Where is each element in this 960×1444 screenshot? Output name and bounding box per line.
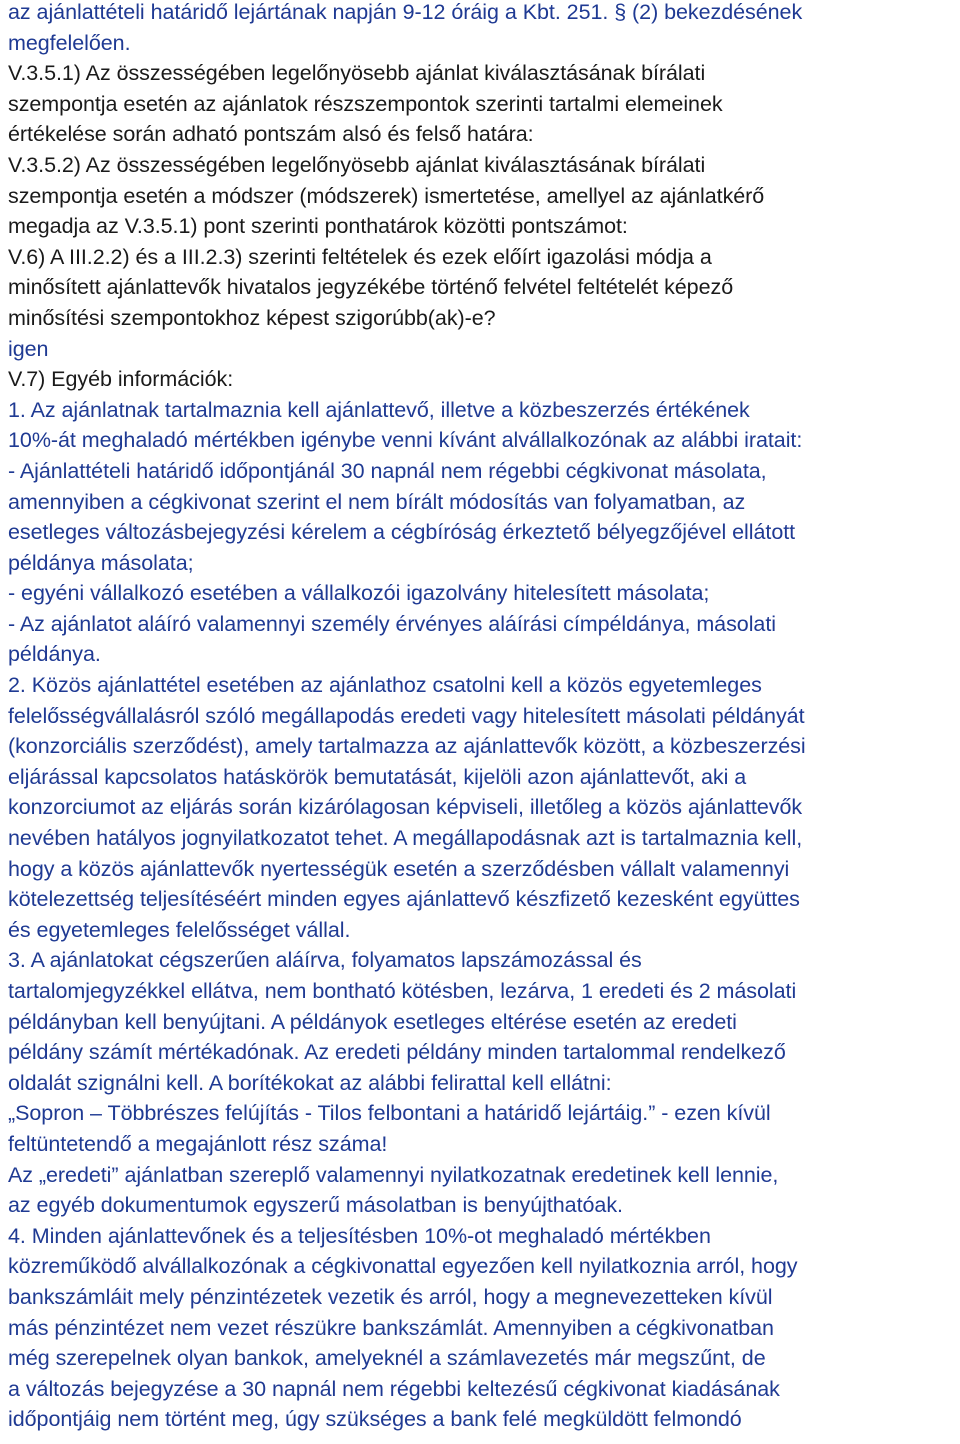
answer-text-line: az ajánlattételi határidő lejártának napján 9-12 óráig a Kbt. 251. § (2) bekezdésének [8, 0, 803, 24]
answer-text-line: eljárással kapcsolatos hatáskörök bemutatását, kijelöli azon ajánlattevőt, aki a [8, 764, 747, 789]
answer-text-line: „Sopron – Többrészes felújítás - Tilos felbontani a határidő lejártáig.” - ezen kívül [8, 1101, 771, 1126]
answer-text-line: - egyéni vállalkozó esetében a vállalkozói igazolvány hitelesített másolata; [8, 581, 710, 606]
answer-text-line: tartalomjegyzékkel ellátva, nem bontható kötésben, lezárva, 1 eredeti és 2 másolati [8, 979, 797, 1003]
field-label-line: V.3.5.2) Az összességében legelőnyösebb ajánlat kiválasztásának bírálati [8, 152, 706, 177]
answer-text-line: példányban kell benyújtani. A példányok esetleges eltérése esetén az eredeti [8, 1009, 737, 1034]
answer-text-line: az egyéb dokumentumok egyszerű másolatban is benyújthatóak. [8, 1193, 623, 1218]
answer-text-line: kötelezettség teljesítéséért minden egyes ajánlattevő készfizető kezesként együttes [8, 887, 800, 912]
answer-text-line: (konzorciális szerződést), amely tartalmazza az ajánlattevők között, a közbeszerzési [8, 734, 806, 759]
answer-text-line: közreműködő alvállalkozónak a cégkivonattal egyezően kell nyilatkoznia arról, hogy [8, 1254, 798, 1279]
answer-text-line: a változás bejegyzése a 30 napnál nem régebbi keltezésű cégkivonat kiadásának [8, 1376, 780, 1401]
field-label-line: szempontja esetén a módszer (módszerek) ismertetése, amellyel az ajánlatkérő [8, 183, 765, 208]
answer-text-line: 10%-át meghaladó mértékben igénybe venni kívánt alvállalkozónak az alábbi iratait: [8, 428, 803, 453]
answer-text-line: 3. A ajánlatokat cégszerűen aláírva, folyamatos lapszámozással és [8, 948, 642, 973]
answer-text-line: 2. Közös ajánlattétel esetében az ajánlathoz csatolni kell a közös egyetemleges [8, 673, 762, 698]
field-label-line: értékelése során adható pontszám alsó és felső határa: [8, 122, 534, 147]
answer-text-line: hogy a közös ajánlattevők nyertességük esetén a szerződésben vállalt valamennyi [8, 856, 790, 881]
answer-text-line: feltüntetendő a megajánlott rész száma! [8, 1131, 388, 1156]
field-label-line: minősített ajánlattevők hivatalos jegyzékébe történő felvétel feltételét képező [8, 275, 734, 300]
answer-text-line: 1. Az ajánlatnak tartalmaznia kell ajánlattevő, illetve a közbeszerzés értékének [8, 397, 750, 422]
answer-text-line: 4. Minden ajánlattevőnek és a teljesítésben 10%-ot meghaladó mértékben [8, 1223, 711, 1248]
answer-text-line: és egyetemleges felelősséget vállal. [8, 917, 351, 942]
answer-text-line: még szerepelnek olyan bankok, amelyeknél a számlavezetés már megszűnt, de [8, 1346, 766, 1371]
field-label-line: minősítési szempontokhoz képest szigorúbb(ak)-e? [8, 305, 496, 330]
answer-text-line: konzorciumot az eljárás során kizárólagosan képviseli, illetőleg a közös ajánlattevők [8, 795, 803, 820]
answer-text-line: oldalát szignálni kell. A borítékokat az alábbi felirattal kell ellátni: [8, 1070, 612, 1095]
answer-text-line: igen [8, 336, 49, 361]
field-label-line: V.7) Egyéb információk: [8, 367, 234, 392]
answer-text-line: példány számít mértékadónak. Az eredeti példány minden tartalommal rendelkező [8, 1040, 786, 1065]
answer-text-line: - Az ajánlatot aláíró valamennyi személy érvényes aláírási címpéldánya, másolati [8, 611, 776, 636]
answer-text-line: más pénzintézet nem vezet részükre bankszámlát. Amennyiben a cégkivonatban [8, 1315, 774, 1340]
answer-text-line: Az „eredeti” ajánlatban szereplő valamennyi nyilatkozatnak eredetinek kell lennie, [8, 1162, 779, 1187]
answer-text-line: - Ajánlattételi határidő időpontjánál 30 napnál nem régebbi cégkivonat másolata, [8, 458, 767, 483]
answer-text-line: nevében hatályos jognyilatkozatot tehet. A megállapodásnak azt is tartalmaznia kell, [8, 826, 803, 851]
answer-text-line: amennyiben a cégkivonat szerint el nem bírált módosítás van folyamatban, az [8, 489, 746, 514]
field-label-line: V.3.5.1) Az összességében legelőnyösebb ajánlat kiválasztásának bírálati [8, 61, 706, 86]
answer-text-line: esetleges változásbejegyzési kérelem a cégbíróság érkeztető bélyegzőjével ellátott [8, 520, 796, 545]
answer-text-line: példánya másolata; [8, 550, 194, 575]
field-label-line: V.6) A III.2.2) és a III.2.3) szerinti feltételek és ezek előírt igazolási módja a [8, 244, 712, 269]
answer-text-line: példánya. [8, 642, 101, 667]
field-label-line: szempontja esetén az ajánlatok részszempontok szerinti tartalmi elemeinek [8, 91, 723, 116]
answer-text-line: felelősségvállalásról szóló megállapodás eredeti vagy hitelesített másolati példányát [8, 703, 805, 728]
field-label-line: megadja az V.3.5.1) pont szerinti ponthatárok közötti pontszámot: [8, 214, 628, 239]
answer-text-line: bankszámláit mely pénzintézetek vezetik és arról, hogy a megnevezetteken kívül [8, 1284, 773, 1309]
answer-text-line: időpontjáig nem történt meg, úgy szükséges a bank felé megküldött felmondó [8, 1407, 742, 1432]
answer-text-line: megfelelően. [8, 30, 131, 55]
